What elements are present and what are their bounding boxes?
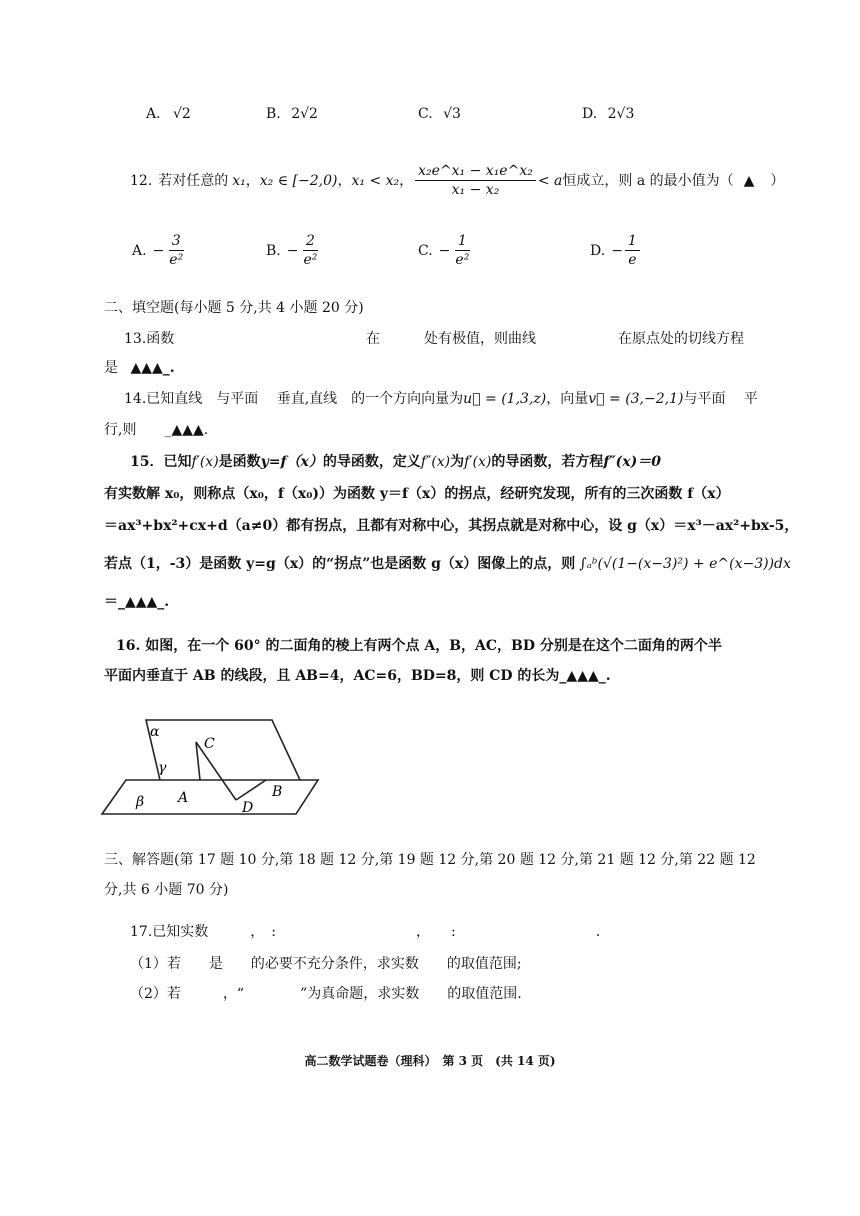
q15-line4 xyxy=(104,554,791,574)
fraction-numerator: x₂e^x₁ − x₁e^x₂ xyxy=(415,162,536,181)
q15-line1 xyxy=(130,452,661,472)
option-value: 2√3 xyxy=(607,106,635,122)
q15-text: 为 xyxy=(450,454,465,470)
q16-line1: 16. 如图，在一个 60° 的二面角的棱上有两个点 A，B，AC，BD 分别是在这个二面角的两个半 xyxy=(116,638,722,654)
option-label: B. xyxy=(266,242,281,259)
q13-part1: 13.函数 xyxy=(124,331,175,347)
section-heading-fill-in: 二、填空题(每小题 5 分,共 4 小题 20 分) xyxy=(104,300,364,316)
q13-line2 xyxy=(104,358,175,378)
q15-text: 是函数 xyxy=(218,454,261,470)
math-x1: x₁ xyxy=(232,172,246,189)
math-inequality: < a xyxy=(537,172,563,189)
fraction xyxy=(166,232,186,269)
label-alpha: α xyxy=(150,724,160,740)
option-label: D. xyxy=(590,242,606,259)
option-label: C. xyxy=(418,106,433,122)
fraction xyxy=(300,232,320,269)
question-12 xyxy=(130,162,784,199)
math-equation: f″(x)＝0 xyxy=(603,454,661,470)
question-text: 若对任意的 xyxy=(158,172,229,189)
q11-option-a xyxy=(146,106,191,122)
fraction-numerator: 3 xyxy=(169,232,184,251)
q11-option-b xyxy=(266,106,318,122)
q15-line2: 有实数解 x₀，则称点（x₀，f（x₀)）为函数 y＝f（x）的拐点，经研究发现，所有的三次函数 f（x） xyxy=(104,486,730,502)
q14-line1 xyxy=(124,389,758,409)
fraction xyxy=(415,162,536,199)
fraction-denominator: x₁ − x₂ xyxy=(451,182,500,198)
option-label: A. xyxy=(146,106,161,122)
fraction xyxy=(625,232,640,269)
math-fdoubleprime: f″(x) xyxy=(420,454,451,470)
math-fprime: f′(x) xyxy=(464,454,492,470)
q14-text: 14.已知直线 与平面 垂直,直线 的一个方向向量为 xyxy=(124,391,464,407)
q15-text: 的导函数，定义 xyxy=(322,454,421,470)
label-beta: β xyxy=(136,794,145,810)
option-value: √2 xyxy=(173,106,191,122)
fraction-numerator: 1 xyxy=(455,232,470,251)
label-d: D xyxy=(242,800,254,816)
math-integral: ∫ₐᵇ(√(1−(x−3)²) + e^(x−3))dx xyxy=(579,556,791,572)
segment-ac-cd xyxy=(196,742,236,800)
q15-line3: ＝ax³+bx²+cx+d（a≠0）都有拐点，且都有对称中心，其拐点就是对称中心，设 g（x）＝x³－ax²+bx-5， xyxy=(104,518,799,534)
label-c: C xyxy=(204,736,215,752)
q12-option-d xyxy=(590,232,642,269)
math-fprime: f′(x) xyxy=(191,454,219,470)
math-x2-domain: x₂ ∈ [−2,0) xyxy=(259,172,338,189)
minus-sign: − xyxy=(152,242,165,259)
q13-part3: 处有极值，则曲线 xyxy=(424,331,536,347)
math-condition: x₁ < x₂ xyxy=(351,172,400,189)
option-label: D. xyxy=(582,106,598,122)
q13-part2: 在 xyxy=(366,331,380,347)
q15-text: 若点（1，-3）是函数 y=g（x）的“拐点”也是函数 g（x）图像上的点，则 xyxy=(104,556,576,572)
option-value: 2√2 xyxy=(291,106,318,122)
option-label: B. xyxy=(266,106,281,122)
q15-text: 15．已知 xyxy=(130,454,192,470)
q17-part2: （2）若 ，“ ”为真命题，求实数 的取值范围. xyxy=(130,986,522,1002)
q13-part5: 是 xyxy=(104,360,118,376)
dihedral-angle-figure xyxy=(100,714,320,824)
section-heading-answer-2: 分,共 6 小题 70 分) xyxy=(104,882,229,898)
section-heading-answer-1: 三、解答题(第 17 题 10 分,第 18 题 12 分,第 19 题 12 分,第 20 题 12 分,第 21 题 12 分,第 22 题 12 xyxy=(104,852,756,868)
fraction-numerator: 2 xyxy=(303,232,318,251)
fraction xyxy=(452,232,472,269)
close-paren: ） xyxy=(770,172,785,189)
q14-text: ，向量 xyxy=(546,391,589,407)
fraction-denominator: e xyxy=(628,252,637,268)
fraction-numerator: 1 xyxy=(625,232,640,251)
q11-option-c xyxy=(418,106,461,122)
option-label: C. xyxy=(418,242,433,259)
q16-line2: 平面内垂直于 AB 的线段，且 AB=4，AC=6，BD=8，则 CD 的长为_▲▲▲_. xyxy=(104,668,611,684)
page-footer: 高二数学试题卷（理科） 第 3 页 (共 14 页) xyxy=(304,1054,556,1068)
minus-sign: − xyxy=(438,242,451,259)
label-b: B xyxy=(272,784,283,800)
separator: ， xyxy=(399,172,414,189)
minus-sign: − xyxy=(611,242,623,259)
q13-part4: 在原点处的切线方程 xyxy=(618,331,744,347)
option-label: A. xyxy=(132,242,147,259)
segment-bd xyxy=(236,780,266,800)
q15-text: 的导函数，若方程 xyxy=(491,454,604,470)
separator: ， xyxy=(337,172,352,189)
plane-alpha xyxy=(146,720,300,780)
plane-beta xyxy=(102,780,318,814)
fraction-denominator: e² xyxy=(455,252,470,268)
question-number: 12. xyxy=(130,172,153,189)
answer-mark: ▲ xyxy=(743,172,755,189)
label-gamma: γ xyxy=(158,760,167,776)
q15-line5: ＝_▲▲▲_. xyxy=(104,594,170,610)
q15-function: y=f（x） xyxy=(260,454,323,470)
minus-sign: − xyxy=(286,242,299,259)
q12-option-b xyxy=(266,232,322,269)
math-vector-u: u⃗ = (1,3,z) xyxy=(463,391,547,407)
fraction-denominator: e² xyxy=(303,252,318,268)
math-vector-v: v⃗ = (3,−2,1) xyxy=(588,391,684,407)
fraction-denominator: e² xyxy=(169,252,184,268)
q11-option-d xyxy=(582,106,634,122)
q14-text: 与平面 平 xyxy=(683,391,758,407)
answer-blank: ▲▲▲_. xyxy=(130,360,175,376)
q14-line2: 行,则 _▲▲▲. xyxy=(104,422,209,438)
q17-part1: （1）若 是 的必要不充分条件，求实数 的取值范围; xyxy=(130,956,522,972)
q12-option-c xyxy=(418,232,474,269)
q12-option-a xyxy=(132,232,188,269)
option-value: √3 xyxy=(443,106,461,122)
separator: ， xyxy=(245,172,260,189)
question-text: 恒成立，则 a 的最小值为（ xyxy=(562,172,734,189)
label-a: A xyxy=(178,790,189,806)
q17-line1: 17.已知实数 ， : ， : . xyxy=(130,924,601,940)
